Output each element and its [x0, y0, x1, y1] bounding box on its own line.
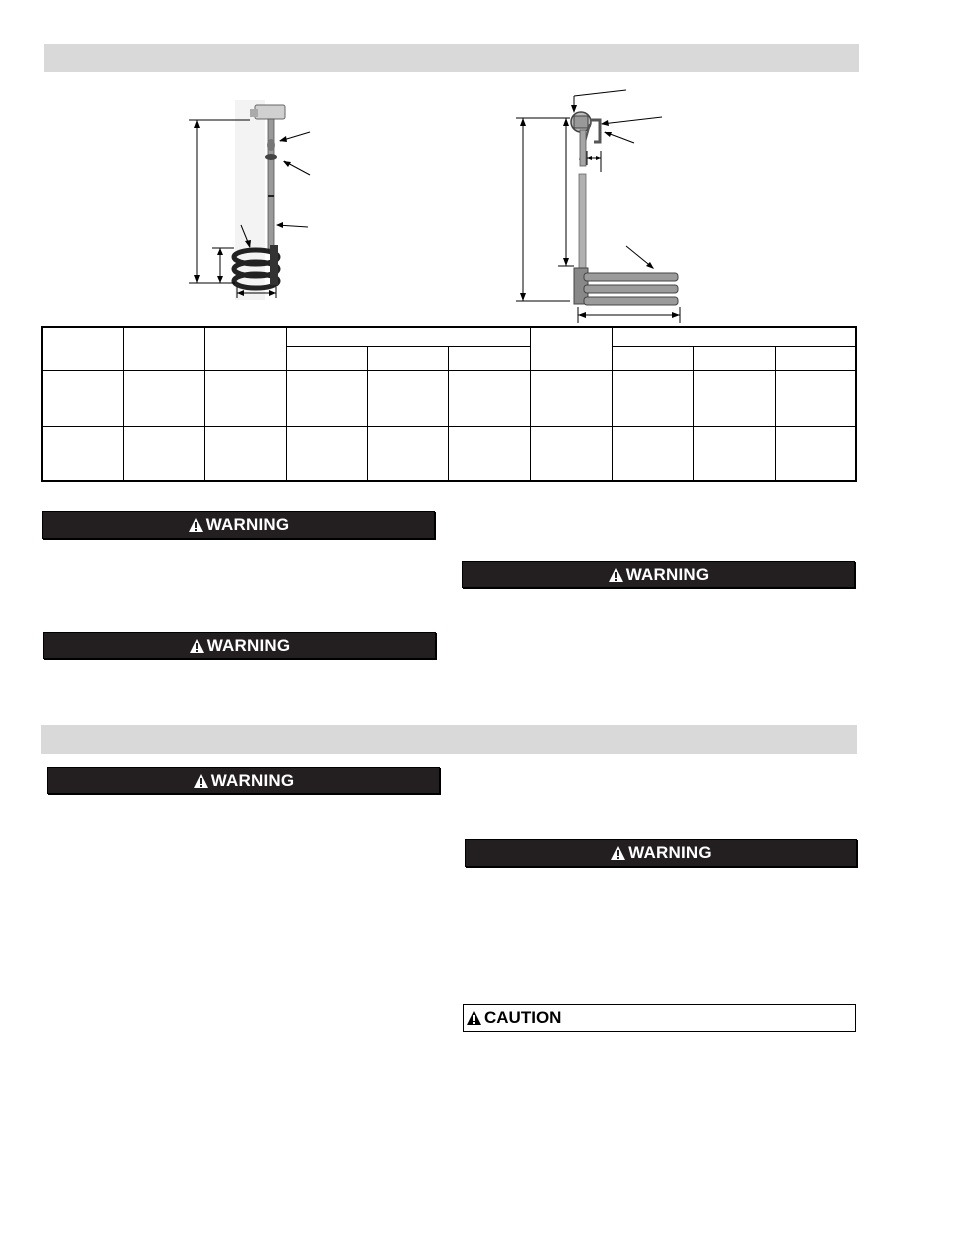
table-cell	[123, 426, 204, 481]
header-group-cell	[286, 327, 530, 346]
table-cell	[775, 370, 856, 426]
warning-triangle-icon	[610, 845, 626, 861]
table-row	[42, 370, 856, 426]
header-cell	[204, 327, 286, 370]
specification-table	[41, 326, 857, 482]
table-cell	[204, 370, 286, 426]
warning-banner-4	[47, 767, 440, 794]
table-cell	[286, 370, 367, 426]
tubular-element	[584, 273, 678, 305]
sheath	[579, 174, 586, 270]
warning-banner-1	[42, 511, 435, 539]
section-header-band-top	[44, 44, 859, 72]
table-cell	[204, 426, 286, 481]
warning-banner-2	[43, 632, 436, 659]
table-cell	[530, 426, 612, 481]
table-row	[42, 426, 856, 481]
header-cell	[530, 327, 612, 370]
header-cell	[123, 327, 204, 370]
caution-triangle-icon	[466, 1010, 482, 1026]
table-cell	[530, 370, 612, 426]
warning-label: WARNING	[205, 515, 290, 534]
table-cell	[693, 370, 775, 426]
table-header-row	[42, 327, 856, 346]
subheader-cell	[367, 346, 448, 370]
warning-triangle-icon	[189, 638, 205, 654]
table-cell	[693, 426, 775, 481]
warning-label: WARNING	[210, 770, 295, 790]
warning-label: WARNING	[625, 564, 710, 584]
warning-banner-5	[465, 839, 857, 867]
table-cell	[612, 370, 693, 426]
subheader-cell	[612, 346, 693, 370]
subheader-cell	[286, 346, 367, 370]
l-shaped-heater-figure	[508, 82, 698, 327]
header-group-cell	[612, 327, 856, 346]
header-cell	[42, 327, 123, 370]
warning-triangle-icon	[193, 773, 209, 789]
table-cell	[123, 370, 204, 426]
subheader-cell	[693, 346, 775, 370]
table-cell	[612, 426, 693, 481]
terminal-head	[255, 105, 285, 119]
table-cell	[42, 426, 123, 481]
coil-heater-figure	[180, 95, 330, 305]
table-cell	[42, 370, 123, 426]
table-cell	[367, 370, 448, 426]
warning-banner-3	[462, 561, 855, 588]
subheader-cell	[775, 346, 856, 370]
table-cell	[775, 426, 856, 481]
section-header-band-middle	[41, 725, 857, 754]
table-cell	[448, 426, 530, 481]
table-cell	[367, 426, 448, 481]
subheader-cell	[448, 346, 530, 370]
warning-label: WARNING	[206, 635, 291, 655]
caution-label: CAUTION	[484, 1008, 562, 1027]
warning-triangle-icon	[188, 517, 204, 533]
table-cell	[286, 426, 367, 481]
caution-banner	[463, 1004, 856, 1032]
warning-triangle-icon	[608, 567, 624, 583]
sheath	[268, 119, 274, 249]
warning-label: WARNING	[628, 843, 712, 862]
table-cell	[448, 370, 530, 426]
